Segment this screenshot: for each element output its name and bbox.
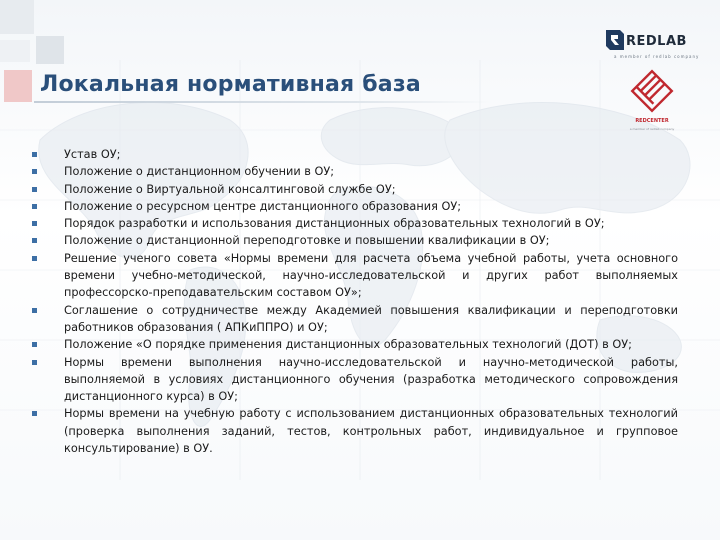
regulations-list — [30, 146, 678, 457]
decor-square — [36, 36, 64, 64]
redcenter-wordmark: REDCENTER — [635, 118, 669, 124]
redlab-logo — [606, 30, 706, 66]
bullet-square-icon — [32, 238, 37, 243]
decor-square — [0, 0, 34, 34]
list-item: Положение о ресурсном центре дистанционного образования ОУ; — [30, 198, 678, 215]
redlab-wordmark: REDLAB — [626, 34, 687, 49]
bullet-square-icon — [32, 308, 37, 313]
list-item: Положение «О порядке применения дистанционных образовательных технологий (ДОТ) в ОУ; — [30, 336, 678, 353]
bullet-square-icon — [32, 169, 37, 174]
bullet-square-icon — [32, 221, 37, 226]
list-item: Положение о Виртуальной консалтинговой службе ОУ; — [30, 181, 678, 198]
list-item: Нормы времени выполнения научно-исследовательской и научно-методической работы, выполняемой в условиях дистанционного обучения (разработка методического сопровождения дистанционного курса) в ОУ; — [30, 354, 678, 406]
list-item: Устав ОУ; — [30, 146, 678, 163]
title-underline — [34, 101, 492, 103]
bullet-square-icon — [32, 187, 37, 192]
redcenter-tagline: a member of redlab company — [629, 127, 675, 131]
list-item: Нормы времени на учебную работу с использованием дистанционных образовательных технологий (проверка выполнения заданий, тестов, контрольных работ, индивидуальное и групповое консультирование) в ОУ. — [30, 405, 678, 457]
decor-square — [0, 40, 30, 62]
list-item: Положение о дистанционном обучении в ОУ; — [30, 163, 678, 180]
redlab-tagline: a member of redlab company — [614, 54, 700, 59]
bullet-square-icon — [32, 360, 37, 365]
bullet-square-icon — [32, 256, 37, 261]
bullet-square-icon — [32, 204, 37, 209]
list-item: Положение о дистанционной переподготовке и повышении квалификации в ОУ; — [30, 232, 678, 249]
decor-square-accent — [4, 70, 32, 102]
slide-title: Локальная нормативная база — [40, 72, 421, 97]
redlab-mark-icon — [606, 30, 624, 50]
list-item: Порядок разработки и использования дистанционных образовательных технологий в ОУ; — [30, 215, 678, 232]
redcenter-logo — [622, 66, 682, 138]
redcenter-emblem-icon — [622, 66, 682, 116]
bullet-square-icon — [32, 152, 37, 157]
bullet-square-icon — [32, 342, 37, 347]
list-item: Решение ученого совета «Нормы времени для расчета объема учебной работы, учета основного времени учебно-методической, научно-исследовательской и других работ выполняемых профессорско-преподавательским составом ОУ»; — [30, 250, 678, 302]
bullet-square-icon — [32, 411, 37, 416]
list-item: Соглашение о сотрудничестве между Академией повышения квалификации и переподготовки работников образования ( АПКиППРО) и ОУ; — [30, 302, 678, 337]
